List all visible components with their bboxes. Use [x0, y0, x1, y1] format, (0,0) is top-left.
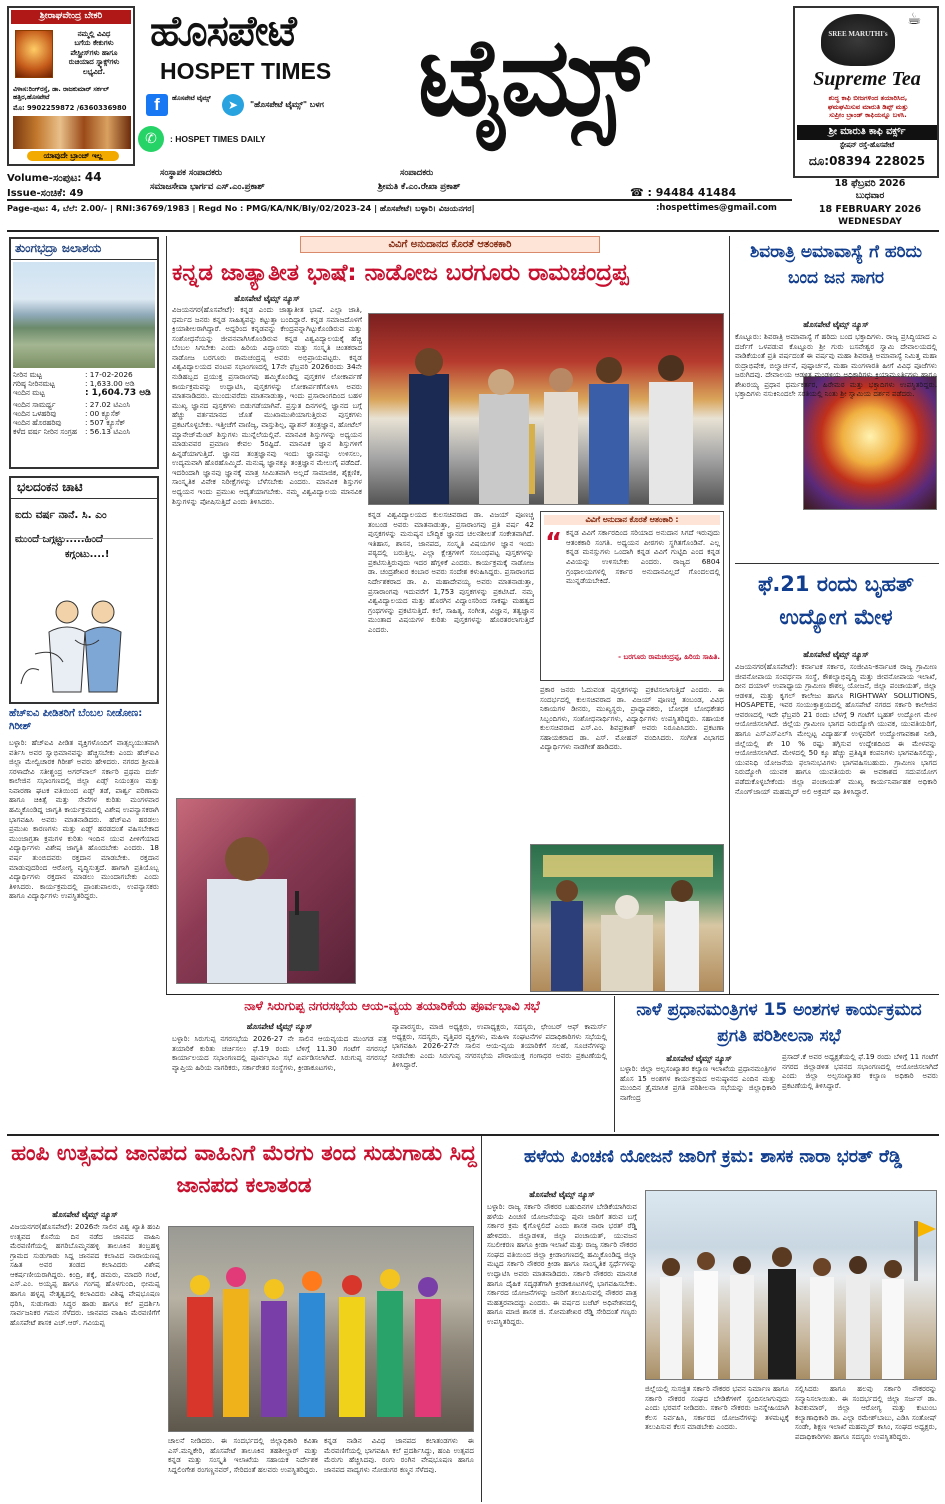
cartoon-header: ಭಲದಂಕನ ಚಾಟಿ — [11, 478, 157, 499]
lead-quote-attrib: - ಬರಗೂರು ರಾಮಚಂದ್ರಪ್ಪ, ಹಿರಿಯ ಸಾಹಿತಿ. — [618, 653, 720, 662]
cakes-image — [13, 116, 131, 149]
hampi-byline: ಹೊಸಪೇಟೆ ಟೈಮ್ಸ್ ನ್ಯೂಸ್ — [52, 1210, 118, 1219]
dam-label: ಇಂದಿನ ಮಟ್ಟ — [13, 388, 45, 398]
tea-badge — [821, 14, 895, 66]
masthead-kannada-left: ಹೊಸಪೇಟೆ — [150, 6, 296, 55]
tea-phone: ದೂ:08394 228025 — [808, 154, 926, 168]
cartoon-line-2: ಮುಂದೆ ಒಗ್ಗಟ್ಟು.....ಹಿಂದೆ — [15, 533, 103, 545]
dam-value: : 00 ಕ್ಯೂಸೆಕ್ — [84, 408, 121, 418]
siruguppa-body-2: ವ್ಯಾಪಾರಸ್ಥರು, ಮಾಜಿ ಅಧ್ಯಕ್ಷರು, ಉಪಾಧ್ಯಕ್ಷರು, ಸದಸ್ಯರು, ಛೇಂಬರ್ ಆಫ್ ಕಾಮರ್ಸ್ ಅಧ್ಯಕ್ಷರು, ಸದಸ್ಯರು, ವೃತ್ತಿಪರ ವ್ಯಕ್ತಿಗಳು, ಮಹಿಳಾ ಸಂಘಟನೆಗಳ ಪದಾಧಿಕಾರಿಗಳು ಸಭೆಯಲ್ಲಿ ಭಾಗವಹಿಸಿ 2026-27ನೇ ಸಾಲಿನ ಆಯ-ವ್ಯಯ ತಯಾರಿಕೆಗೆ ಸಲಹೆ, ಸೂಚನೆಗಳನ್ನು ನೀಡಬೇಕು ಎಂದು ಸಿರುಗುಪ್ಪ ನಗರಸಭೆಯ ಪೌರಾಯುಕ್ತ ಗಂಗಾಧರ ಅವರು ಪ್ರಕಟಣೆಯಲ್ಲಿ ತಿಳಿಸಿದ್ದಾರೆ. — [392, 1022, 607, 1070]
tea-works: ಶ್ರೀ ಮಾರುತಿ ಕಾಫಿ ವರ್ಕ್ಸ್ — [797, 125, 937, 140]
tea-line: ಸುಪ್ರೀಂ ಬ್ರಾಂಡ್ ಕಾಫಿಯನ್ನೂ ಬಳಸಿ. — [829, 111, 907, 120]
pm-program-byline: ಹೊಸಪೇಟೆ ಟೈಮ್ಸ್ ನ್ಯೂಸ್ — [666, 1054, 732, 1063]
dam-value: : 507 ಕ್ಯೂಸೆಕ್ — [84, 418, 126, 428]
dam-title: ತುಂಗಭದ್ರಾ ಜಲಾಶಯ — [11, 239, 157, 260]
dam-photo — [13, 262, 155, 368]
hiv-body: ಬಳ್ಳಾರಿ: ಹೆಚ್‌ಐವಿ ಪೀಡಿತ ವ್ಯಕ್ತಿಗಳೊಂದಿಗೆ ವಾತ್ಸಲ್ಯಯುತವಾಗಿ ವರ್ತಿಸಿ ಅವರ ಸ್ವಾಭಿಮಾನವನ್ನು ಹೆಚ್ಚಿಸಬೇಕು ಎಂದು ಹೆಚ್‌ಐವಿ ಜಿಲ್ಲಾ ಮೇಲ್ವಿಚಾರಕ ಗಿರೀಶ್ ಅವರು ಹೇಳಿದರು. ನಗರದ ಶ್ರೀಮತಿ ಸರಳಾದೇವಿ ಸತೀಶ್ಚಂದ್ರ ಅಗರ್‌ವಾಲ್ ಸರ್ಕಾರಿ ಪ್ರಥಮ ದರ್ಜೆ ಕಾಲೇಜಿನ ಸಭಾಂಗಣದಲ್ಲಿ ಜಿಲ್ಲಾ ಏಡ್ಸ್ ನಿಯಂತ್ರಣ ಮತ್ತು ನಿವಾರಣಾ ಘಟಕ ವತಿಯಿಂದ ಏಡ್ಸ್ ತಡೆ, ಪಾರ್ಶ್ವ ಪರಿಣಾಮ ಹಾಗೂ ಚಿಕಿತ್ಸೆ ಮತ್ತು ಸೇವೆಗಳ ಕುರಿತು ಮಂಗಳವಾರ ಹಮ್ಮಿಕೊಂಡಿದ್ದ ಜಾಗೃತಿ ಕಾರ್ಯಕ್ರಮದಲ್ಲಿ ವಿಶೇಷ ಉಪನ್ಯಾಸಕರಾಗಿ ಭಾಗವಹಿಸಿ ಅವರು ಮಾತನಾಡಿದರು. ಹೆಚ್‌ಐವಿ ಹರಡಲು ಪ್ರಮುಖ ಕಾರಣಗಳು ಮತ್ತು ಏಡ್ಸ್ ಹರಡದಂತೆ ವಹಿಸಬೇಕಾದ ಮುಂಜಾಗ್ರತಾ ಕ್ರಮಗಳ ಕುರಿತು ಇಂದಿನ ಯುವ ಪೀಳಿಗೆಯಾದ ವಿದ್ಯಾರ್ಥಿಗಳು ವಿಶೇಷ ಜಾಗೃತಿ ಹೊಂದಬೇಕು ಎಂದರು. 18 ವರ್ಷ ತುಂಬಿದವರು ರಕ್ತದಾನ ಮಾಡಬೇಕು. ರಕ್ತದಾನ ಮಾಡುವುದರಿಂದ ಆರೋಗ್ಯ ವೃದ್ಧಿಸುತ್ತದೆ. ಹಾಗಾಗಿ ಪ್ರತಿಯೊಬ್ಬ ವಿದ್ಯಾರ್ಥಿಗಳು ರಕ್ತದಾನ ಮಾಡಲು ಮುಂದಾಗಬೇಕು ಎಂದು ತಿಳಿಸಿದರು. ಕಾರ್ಯಕ್ರಮದಲ್ಲಿ ಪ್ರಾಂಶುಪಾಲರು, ಉಪನ್ಯಾಸಕರು ಹಾಗೂ ವಿದ್ಯಾರ್ಥಿಗಳು ಉಪಸ್ಥಿತರಿದ್ದರು. — [9, 738, 159, 901]
facebook-label: ಹೊಸಪೇಟೆ ಟೈಮ್ಸ್ — [172, 94, 211, 102]
dam-label: ಇಂದಿನ ಹೊರಹರಿವು — [13, 418, 62, 428]
dam-value: : 1,633.00 ಅಡಿ — [84, 379, 135, 389]
issue-label: Issue-ಸಂಚಿಕೆ: — [7, 188, 67, 199]
dam-value: : 27.02 ಟಿಎಂಸಿ — [84, 399, 131, 409]
dam-row — [11, 409, 157, 418]
dam-label: ಇಂದಿನ ಸಾಮರ್ಥ್ಯ — [13, 399, 56, 409]
facebook-icon[interactable]: f — [146, 94, 168, 116]
tea-line: ಶುದ್ಧ ಕಾಫಿ ಬೀಜಗಳಿಂದ ತಯಾರಿಸಿದ, — [828, 94, 908, 102]
pension-body-2: ಸಲ್ಲಿಸಿದರು ಹಾಗೂ ಹಲವು ಸರ್ಕಾರಿ ನೌಕರರನ್ನು ಸನ್ಮಾನಿಸಲಾಯಿತು. ಈ ಸಂದರ್ಭದಲ್ಲಿ ಜಿಲ್ಲಾ ಸರ್ಜನ್ ಡಾ. ಶಿವಕುಮಾರ್, ಜಿಲ್ಲಾ ಆರೋಗ್ಯ ಮತ್ತು ಕುಟುಂಬ ಕಲ್ಯಾಣಾಧಿಕಾರಿ ಡಾ. ಎಲ್ಲಾ ರಮೇಶ್‌ಬಾಬು, ಎಡಿಸಿ ಸಂತೋಷ್ ಸಂಡೇ, ಶಿಕ್ಷಣ ಇಲಾಖೆ ಮಹಮ್ಮದ್ ಕಾಸಿಂ, ಸಂಘದ ಅಧ್ಯಕ್ಷರು, ಪದಾಧಿಕಾರಿಗಳು ಹಾಗೂ ಸದಸ್ಯರು ಉಪಸ್ಥಿತರಿದ್ದರು. — [795, 1384, 937, 1441]
whatsapp-label: : HOSPET TIMES DAILY — [170, 134, 266, 144]
whatsapp-icon[interactable]: ✆ — [138, 126, 164, 152]
cartoon-box — [9, 476, 159, 704]
lead-quote-text: ಕನ್ನಡ ವಿವಿಗೆ ಸರ್ಕಾರದಿಂದ ಸರಿಯಾದ ಅನುದಾನ ಸಿಗದೆ ಇರುವುದು ಆತಂಕಕಾರಿ ಸಂಗತಿ. ಅಧ್ಯಯನ ಪೀಠಗಳು ಸ್ಥಗಿತಗೊಂಡಿವೆ. ಎಲ್ಲ ಕನ್ನಡ ಮನಸ್ಸುಗಳು ಒಂದಾಗಿ ಕನ್ನಡ ವಿವಿಗೆ ಗುಟ್ಟಿದಿ ಎಂದ ಕನ್ನಡ ವಿವಿಯನ್ನು ಉಳಿಸಬೇಕು ಎಂದರು. ರಾಜ್ಯದ 6804 ಗ್ರಂಥಾಲಯಗಳಲ್ಲಿ ಸರ್ಕಾರ ಅನುದಾನವಿಲ್ಲದೆ ಗೊಂದಲದಲ್ಲಿ ಮುನ್ನಡೆಯಬೇಕಿದೆ. — [566, 528, 720, 586]
lead-body-3: ಪ್ರಕಾರ ಜನರು ಓದುವಂತ ಪುಸ್ತಕಗಳನ್ನು ಪ್ರಕಟಿಸಲಾಗುತ್ತಿದೆ ಎಂದರು. ಈ ಸಂದರ್ಭದಲ್ಲಿ ಕುಲಸಚಿವರಾದ ಡಾ. ವಿಜಯ್ ಪೂಣಚ್ಚ ತಂಬಂಡ, ವಿವಿಧ ನಿಕಾಯಗಳ ಡೀನರು, ಮುಖ್ಯಸ್ಥರು, ಪ್ರಾಧ್ಯಾಪಕರು, ಬೋಧಕ ಬೋಧಕೇತರ ಸಿಬ್ಬಂದಿಗಳು, ಸಂಶೋಧನಾರ್ಥಿಗಳು, ವಿದ್ಯಾರ್ಥಿಗಳು ಉಪಸ್ಥಿತರಿದ್ದರು. ಸಹಾಯಕ ಕುಲಸಚಿವರಾದ ಎಸ್.ಎಂ. ಶಿವಪ್ರಕಾಶ್ ಅವರು ನಿರೂಪಿಸಿದರು. ಪ್ರಕಟಣಾ ಸಹಾಯಕರಾದ ಡಾ. ಎಸ್. ಮೋಹನ್ ವಂದಿಸಿದರು. ಸಂಗೀತ ವಿಭಾಗದ ವಿದ್ಯಾರ್ಥಿಗಳು ನಾಡಗೀತೆ ಹಾಡಿದರು. — [540, 685, 724, 752]
dam-label: ನೀರಿನ ಮಟ್ಟ — [13, 369, 42, 379]
ad-line: ಬಗೆಯ ಕೇಕುಗಳು — [74, 39, 114, 48]
lead-body-2: ಕನ್ನಡ ವಿಶ್ವವಿದ್ಯಾಲಯದ ಕುಲಸಚಿವರಾದ ಡಾ. ವಿಜಯ್ ಪೂಣಚ್ಚ ತಂಬಂಡ ಅವರು ಮಾತನಾಡುತ್ತಾ, ಪ್ರಸಾರಾಂಗವು ಪ್ರತಿ ವರ್ಷ 42 ಪುಸ್ತಕಗಳನ್ನು ಮನುಷ್ಯನ ಬೌದ್ಧಿಕ ಜ್ಞಾನದ ಚಲನಶೀಲತೆ ಸಂಕೇತವಾಗಿದೆ. ಇತಿಹಾಸ, ಶಾಸನ, ಜಾನಪದ, ಸಂಸ್ಕೃತಿ ವಿಷಯಗಳ ಜ್ಞಾನ ಇಂದು ಪಠ್ಯದಲ್ಲಿ ಬರುತ್ತಿಲ್ಲ. ಎಲ್ಲಾ ಕ್ಷೇತ್ರಗಳಿಗೆ ಸಂಬಂಧಪಟ್ಟ ಪುಸ್ತಕಗಳನ್ನು ಪ್ರಕಟಿಸುತ್ತಿರುವುದು ಇದರ ಹೆಗ್ಗಳಿಕೆ ಎಂದರು. ಕಾರ್ಯಕ್ರಮಕ್ಕೆ ನಾಡೋಜ ಡಾ. ಚಂದ್ರಶೇಖರ ಕಂಬಾರ ಅವರು ಸಂದೇಶ ಕಳುಹಿಸಿದ್ದರು. ಪ್ರಸಾರಾಂಗದ ನಿರ್ದೇಶಕರಾದ ಡಾ. ಪಿ. ಮಹಾದೇವಯ್ಯ ಅವರು ಮಾತನಾಡುತ್ತಾ, ಪ್ರಸಾರಾಂಗವು ಇದುವರೆಗೆ 1,753 ಪುಸ್ತಕಗಳನ್ನು ಪ್ರಕಟಿಸಿದೆ. ನಮ್ಮ ವಿಶ್ವವಿದ್ಯಾಲಯದ ಮತ್ತು ಹೊರಗಿನ ವಿದ್ವಾಂಸರಿಂದ ಸಾಕಷ್ಟು ಮಹತ್ವದ ಗ್ರಂಥಗಳನ್ನು ಪ್ರಕಟಿಸುತ್ತಿದೆ. ಕಲೆ, ಸಾಹಿತ್ಯ, ಸಂಗೀತ, ವಿಜ್ಞಾನ, ತತ್ವಜ್ಞಾನ ಮುಂತಾದ ವಿಷಯಗಳ ಕುರಿತು ಪುಸ್ತಕಗಳನ್ನು ಹೊರತರಲಾಗುತ್ತಿದೆ ಎಂದರು. — [368, 510, 534, 634]
ad-line: ಪೇಸ್ಟ್ರೀಸ್‌ಗಳು ಹಾಗೂ — [70, 48, 118, 57]
founder-label: ಸಂಸ್ಥಾಪಕ ಸಂಪಾದಕರು — [160, 168, 223, 178]
left-ad-title: ಶ್ರೀರಾಘವೇಂದ್ರ ಬೇಕರಿ — [11, 10, 131, 24]
hampi-headline: ಹಂಪಿ ಉತ್ಸವದ ಜಾನಪದ ವಾಹಿನಿಗೆ ಮೆರಗು ತಂದ ಸುಡುಗಾಡು ಸಿದ್ದ ಜಾನಪದ ಕಲಾತಂಡ — [11, 1141, 477, 1199]
right-ad[interactable] — [793, 6, 939, 178]
cartoon-drawing — [15, 592, 155, 700]
job-fair-body: ವಿಜಯನಗರ(ಹೊಸಪೇಟೆ): ಕರ್ನಾಟಕ ಸರ್ಕಾರ, ಸಂಜೀವಿನಿ-ಕರ್ನಾಟಕ ರಾಜ್ಯ ಗ್ರಾಮೀಣ ಜೀವನೋಪಾಯ ಸಂವರ್ಧನಾ ಸಂಸ್ಥೆ, ಕೌಶಲ್ಯಾಭಿವೃದ್ಧಿ ಮತ್ತು ಜೀವನೋಪಾಯ ಇಲಾಖೆ, ದೀನ ದಯಾಳ್ ಉಪಾಧ್ಯಾಯ ಗ್ರಾಮೀಣ ಕೌಶಲ್ಯ ಯೋಜನೆ, ಜಿಲ್ಲಾ ಪಂಚಾಯತ್, ಜಿಲ್ಲಾ ಆಡಳಿತ, ಮತ್ತು ಕೃಗಲ್ ಕಾಲೇಜು ಹಾಗೂ RIGHTWAY SOLUTIONS, HOSAPETE, ಇವರ ಸಂಯುಕ್ತಾಶ್ರಯದಲ್ಲಿ ಹೊಸಪೇಟೆ ನಗರದ ಸರ್ಕಾರಿ ಕಾಲೇಜಿನ ಆವರಣದಲ್ಲಿ ಇದೇ ಫೆಬ್ರವರಿ 21 ರಂದು ಬೆಳಗ್ಗೆ 9 ಗಂಟೆಗೆ ಬೃಹತ್ ಉದ್ಯೋಗ ಮೇಳ ಆಯೋಜಿಸಲಾಗಿದೆ. ಜಿಲ್ಲೆಯ ಗ್ರಾಮೀಣ ಭಾಗದ ನಿರುದ್ಯೋಗಿ ಯುವಕ, ಯುವತಿಯರಿಗೆ, ಹಾಗೂ ಎಸ್‌ಎಸ್‌ಎಲ್‌ಸಿ ಮೇಲ್ಪಟ್ಟ ವಿದ್ಯಾರ್ಹತೆ ಉಳ್ಳವರಿಗೆ ಉದ್ಯೋಗಾವಕಾಶ ನೀಡಿ, ಜಿಲ್ಲೆಯಲ್ಲಿ ಶೇ 10 % ರಷ್ಟು ತಗ್ಗಿಸುವ ಉದ್ದೇಶದಿಂದ ಈ ಮೇಳವನ್ನು ಆಯೋಜಿಸಲಾಗಿದೆ. ಮೇಳದಲ್ಲಿ 50 ಕ್ಕೂ ಹೆಚ್ಚು ಪ್ರತಿಷ್ಠಿತ ಕಂಪನಿಗಳು ಭಾಗವಹಿಸಲಿದ್ದು, ಯುವನಿಧಿ ಯೋಜನೆಯ ಫಲಾನುಭವಿಗಳು ಭಾಗವಹಿಸಬಹುದು. ಗ್ರಾಮೀಣ ಭಾಗದ ನಿರುದ್ಯೋಗಿ ಯುವಕ ಹಾಗೂ ಯುವತಿಯರು ಈ ಅವಕಾಶದ ಸದುಪಯೋಗ ಪಡೆದುಕೊಳ್ಳಬೇಕೆಂದು ಜಿಲ್ಲಾ ಪಂಚಾಯತ್ ಮುಖ್ಯ ಕಾರ್ಯನಿರ್ವಾಹಕ ಅಧಿಕಾರಿ ನೊಂಗ್‌ಜಾಯ್ ಮಹಮ್ಮದ್ ಅಲಿ ಅಕ್ರಮ್ ಷಾ ತಿಳಿಸಿದ್ದಾರೆ. — [735, 662, 937, 796]
cartoon-line-1: ಐದು ವರ್ಷ ನಾನೆ. ಸಿ. ಎಂ — [15, 508, 107, 521]
siruguppa-body-1: ಬಳ್ಳಾರಿ: ಸಿರುಗುಪ್ಪ ನಗರಸಭೆಯ 2026-27 ನೇ ಸಾಲಿನ ಆಯವ್ಯಯದ ಮುಂಗಡ ಪತ್ರ ತಯಾರಿಕೆ ಕುರಿತು ಚರ್ಚಿಸಲು ಫೆ.19 ರಂದು ಬೆಳಿಗ್ಗೆ 11.30 ಗಂಟೆಗೆ ನಗರಸಭೆ ಕಾರ್ಯಾಲಯದ ಸಭಾಂಗಣದಲ್ಲಿ ಪೂರ್ವಭಾವಿ ಸಭೆ ಏರ್ಪಡಿಸಲಾಗಿದೆ. ಸಿರುಗುಪ್ಪ ನಗರಸಭೆ ವ್ಯಾಪ್ತಿಯ ಹಿರಿಯ ನಾಗರಿಕರು, ಸರ್ಕಾರೇತರ ಸಂಸ್ಥೆಗಳು, ಕ್ರೀಡಾಕೂಟಗಳು, — [172, 1034, 387, 1072]
ad-footer: ಯಾವುದೇ ಬ್ರಾಂಚ್ ಇಲ್ಲ — [27, 151, 119, 161]
cartoon-line-3: ಕಗ್ಗಂಟು....! — [65, 548, 110, 560]
dam-label: ಕಳೆದ ವರ್ಷ ನೀರಿನ ಸಂಗ್ರಹ — [13, 427, 77, 437]
pension-byline: ಹೊಸಪೇಟೆ ಟೈಮ್ಸ್ ನ್ಯೂಸ್ — [529, 1190, 595, 1199]
dam-box — [9, 237, 159, 469]
hampi-body-1: ವಿಜಯನಗರ(ಹೊಸಪೇಟೆ): 2026ನೇ ಸಾಲಿನ ವಿಶ್ವ ಖ್ಯಾತಿ ಹಂಪಿ ಉತ್ಸವದ ಕೊನೆಯ ದಿನ ನಡೆದ ಜಾನಪದ ವಾಹಿನಿ ಮೆರವಣಿಗೆಯಲ್ಲಿ ಹಗರಿಬೊಮ್ಮನಹಳ್ಳಿ ತಾಲೂಕಿನ ತಂಬ್ರಹಳ್ಳಿ ಗ್ರಾಮದ ಸುಡುಗಾಡು ಸಿದ್ದ ಜಾನಪದ ಕಲಾವಿದ ನಾರಾಯಣಪ್ಪ ಸಹಿತ ಅವರ ತಂಡದ ಕಲಾವಿದರು ವಿಶೇಷ ಆಕರ್ಷಣೀಯರಾಗಿದ್ದರು. ಕಿಂದ್ರಿ, ಶಕ್ಕೆ, ಡಮರು, ಮಾದರಿ ಗಂಟೆ, ಎಸ್.ಎಂ. ಅಯ್ಯಪ್ಪ ಹಾಗೂ ಗಂಗಪ್ಪ ಹೊಳಗುಂದಿ, ಭೀಮಪ್ಪ ಹಾಗೂ ಹಳ್ಳಪ್ಪ ನೇತೃತ್ವದಲ್ಲಿ ಕಲಾವಿದರು ವಿಶಿಷ್ಟ ವೇಷಭೂಷಣ ಧರಿಸಿ, ಸುಡುಗಾಡು ಸಿದ್ಧರ ಹಾಡು ಹಾಗೂ ಕಲೆ ಪ್ರದರ್ಶಿಸಿ ಸಾರ್ವಜನಿಕರ ಗಮನ ಸೆಳೆದರು. ಜಾನಪದ ವಾಹಿನಿ ಮೆರವಣಿಗೆಗೆ ಹೊಸಪೇಟೆ ಶಾಸಕ ಎಚ್.ಆರ್. ಗವಿಯಪ್ಪ — [10, 1222, 160, 1327]
pension-headline: ಹಳೆಯ ಪಿಂಚಣಿ ಯೋಜನೆ ಜಾರಿಗೆ ಕ್ರಮ: ಶಾಸಕ ನಾರಾ ಭರತ್ ರೆಡ್ಡಿ — [524, 1147, 902, 1167]
tea-line: ಘಮಘಮಿಸುವ ಮಾರುತಿ ಡಿಪ್ಪ್ ಮತ್ತು — [827, 102, 909, 111]
pm-program-body-2: ಪ್ರಸಾದ್.ಕೆ ಅವರ ಅಧ್ಯಕ್ಷತೆಯಲ್ಲಿ ಫೆ.19 ರಂದು ಬೆಳಿಗ್ಗೆ 11 ಗಂಟೆಗೆ ನಗರದ ಜಿಲ್ಲಾಡಳಿತ ಭವನದ ಸಭಾಂಗಣದಲ್ಲಿ ಆಯೋಜಿಸಲಾಗಿದೆ ಎಂದು ಜಿಲ್ಲಾ ಅಲ್ಪಸಂಖ್ಯಾತರ ಕಲ್ಯಾಣ ಅಧಿಕಾರಿ ಅವರು ಪ್ರಕಟಣೆಯಲ್ಲಿ ತಿಳಿಸಿದ್ದಾರೆ. — [782, 1052, 938, 1090]
telegram-icon[interactable]: ➤ — [222, 94, 244, 116]
lead-photo-speaker — [176, 798, 356, 984]
dam-label: ಗರಿಷ್ಠ ನೀರಿನಮಟ್ಟ — [13, 379, 55, 389]
tea-brand: Supreme Tea — [813, 68, 921, 90]
lead-byline: ಹೊಸಪೇಟೆ ಟೈಮ್ಸ್ ನ್ಯೂಸ್ — [234, 294, 300, 303]
tea-station: ಸ್ಟೇಷನ್ ರಸ್ತೆ-ಹೊಸಪೇಟೆ — [839, 141, 895, 149]
ad-phone: ಮೊ: 9902259872 /6360336980 — [13, 104, 127, 112]
lead-photo-felicitation — [530, 844, 724, 992]
shivaratri-byline: ಹೊಸಪೇಟೆ ಟೈಮ್ಸ್ ನ್ಯೂಸ್ — [803, 320, 869, 329]
volume-number: 44 — [84, 170, 102, 184]
job-fair-byline: ಹೊಸಪೇಟೆ ಟೈಮ್ಸ್ ನ್ಯೂಸ್ — [803, 650, 869, 659]
day-english: WEDNESDAY — [838, 217, 902, 227]
siruguppa-headline: ನಾಳೆ ಸಿರುಗುಪ್ಪ ನಗರಸಭೆಯ ಆಯ-ವ್ಯಯ ತಯಾರಿಕೆಯ ಪೂರ್ವಭಾವಿ ಸಭೆ — [244, 998, 540, 1013]
dam-row — [11, 400, 157, 409]
registration-line: Page-ಪುಟ: 4, ಬೆಲೆ: 2.00/- | RNI:36769/1983 | Regd No : PMG/KA/NK/Bly/02/2023-24 | ಹೊಸಪೇಟೆ। ಬಳ್ಳಾರಿ। ವಿಜಯನಗರ| — [7, 203, 475, 213]
dam-row — [11, 388, 157, 399]
dam-value: : 56.13 ಟಿಎಂಸಿ — [84, 427, 131, 437]
job-fair-headline: ಫೆ.21 ರಂದು ಬೃಹತ್ ಉದ್ಯೋಗ ಮೇಳ — [758, 572, 914, 629]
masthead-big-title: ಟೈಮ್ಸ್ — [418, 15, 645, 140]
lead-body-1: ವಿಜಯನಗರ(ಹೊಸಪೇಟೆ): ಕನ್ನಡ ಎಂದು ಜಾತ್ಯಾತೀತ ಭಾಷೆ. ಎಲ್ಲಾ ಜಾತಿ, ಧರ್ಮದ ಜನರು ಕನ್ನಡ ಸಾಹಿತ್ಯವನ್ನು ಕಟ್ಟುತ್ತಾ ಬಂದಿದ್ದಾರೆ. ಕನ್ನಡ ಸಮಾಜದೊಳಗೆ ಕ್ರಿಯಾಶೀಲರಾಗಿದ್ದಾರೆ. ಅದ್ದರಿಂದ ಕನ್ನಡವನ್ನು ಕೇಂದ್ರವನ್ನಾಗಿಟ್ಟುಕೊಂಡಿರುವ ಮತ್ತು ಸಂಶೋಧನೆಯನ್ನು ಜೀವನವಾಗಿಸಿಕೊಂಡಿರುವ ಕನ್ನಡ ವಿಶ್ವವಿದ್ಯಾಲಯಕ್ಕೆ ಹೆಚ್ಚಿ ಬೆಂಬಲ ಸಿಗಬೇಕು ಎಂದು ಹಿರಿಯ ವಿದ್ವಾಂಸರು ಮತ್ತು ಸಂಸ್ಕೃತಿ ಚಿಂತಕರಾದ ನಾಡೋಜ ಬರಗೂರು ರಾಮಚಂದ್ರಪ್ಪ ಅವರು ಅಭಿಪ್ರಾಯಪಟ್ಟರು. ಕನ್ನಡ ವಿಶ್ವವಿದ್ಯಾಲಯದ ವಂಟಪ ಸಭಾಂಗಣದಲ್ಲಿ 17ನೇ ಫೆಬ್ರವರಿ 2026ರಂದು 34ನೇ ನುಡಿಹಬ್ಬದ ಪ್ರಯುಕ್ತ ಪ್ರಸಾರಾಂಗವು ಹಮ್ಮಿಕೊಂಡಿದ್ದ ಪುಸ್ತಕಗಳ ಲೋಕಾರ್ಪಣೆ ಕಾರ್ಯಕ್ರಮವನ್ನು ಉದ್ಘಾಟಿಸಿ, ಪುಸ್ತಕಗಳನ್ನು ಲೋಕಾರ್ಪಣೆಗೊಳಿಸಿ ಅವರು ಮಾತನಾಡಿದರು. ಮುಂದುವರೆದು ಮಾತನಾಡುತ್ತಾ, ಇಂದು ಪ್ರಸಾರಾಂಗದಿಂದ ಬಹಳ ಮುಖ್ಯ ಜ್ಞಾನದ ಪುಸ್ತಕಗಳು ಬಿಡುಗಡೆಯಾಗಿವೆ. ಪ್ರಸ್ತುತ ದಿನಗಳಲ್ಲಿ ಜ್ಞಾನದ ಬಗ್ಗೆ ಹೆಚ್ಚು ವರ್ತಮಾನದ ಜೊತೆ ಮುಖಾಮುಖಿಯಾಗುತ್ತಿರುವ ಪುಸ್ತಕಗಳು ಪ್ರಕಟಗೊಳ್ಳಬೇಕು. ಇತ್ತೀಚೆಗೆ ವಾಣಿಜ್ಯ, ವಾಸ್ತುಶಿಲ್ಪ, ಫ್ಯಾಶನ್ ತಂತ್ರಜ್ಞಾನ, ಹೋಟೆಲ್ ಮ್ಯಾನೇಜ್‌ಮೆಂಟ್ ಶಿಸ್ತುಗಳು ಮುನ್ನೆಲೆಯಲ್ಲಿವೆ. ಮಾನವಿಕ ಶಿಸ್ತುಗಳನ್ನು ಅಧ್ಯಯನ ಮಾಡುವವರ ಪ್ರಮಾಣ ಕೇವಲ 5ರಷ್ಟಿದೆ. ಮಾನವಿಕ ಜ್ಞಾನ ಶಿಸ್ತುಗಳಿಗೆ ಹಿನ್ನಡೆಯಾಗುತ್ತಿದೆ. ಜ್ಞಾನದ ತಂತ್ರಜ್ಞಾನವು ಇಂದು ಜ್ಞಾನವನ್ನು ಉಳಿಸಲು, ಉದ್ಯಮವಾಗಿ ಹೊರಹೊಮ್ಮಿದೆ. ಮನುಷ್ಯ ಜ್ಞಾನಕ್ಕೂ ತಂತ್ರಜ್ಞಾನ ಮೇಲುಗೈ ಪಡೆದಿದೆ. ಇದರಿಂದಾಗಿ ಜ್ಞಾನವು ಜ್ಞಾನಕ್ಕೆ ಮಾತ್ರ ಸೀಮಿತವಾಗಿ ಅಲ್ಲದೆ ಸಾಮಾಜಿಕ, ಶೈಕ್ಷಣಿಕ, ಸಾಂಸ್ಕೃತಿಕ ವಿವೇಕ ನಿರೀಕ್ಷೆಗಳನ್ನು ಬೆಳೆಸಬೇಕು ಎಂದರು. ಮಾನವಿಕ ಶಿಸ್ತುಗಳ ಅಧ್ಯಯನ ಇಂದು ಪ್ರಮುಖ ಆದ್ಯತೆಯಾಗಬೇಕು. ನಮ್ಮ ವಿಶ್ವವಿದ್ಯಾಲಯ ಮಾನವಿಕ ಶಿಸ್ತುಗಳನ್ನು ಪೋಷಿಸುತ್ತಿದೆ ಎಂದು ತಿಳಿಸಿದರು. — [172, 305, 362, 506]
dam-value: : 1,604.73 ಅಡಿ — [84, 388, 151, 399]
masthead-english: HOSPET TIMES — [160, 58, 332, 84]
volume-label: Volume-ಸಂಪುಟ: — [7, 173, 82, 184]
tea-brand-top: SREE MARUTHI's — [828, 30, 888, 38]
deity-image — [15, 30, 53, 78]
tea-cup-icon: ☕ — [907, 9, 922, 28]
editor-label: ಸಂಪಾದಕರು — [400, 168, 434, 178]
lead-photo-lamp-lighting — [368, 313, 724, 505]
ad-line: ರುಚಿಯಾದ ಸ್ನ್ಯಾಕ್ಸ್‌ಗಳು ಲಭ್ಯವಿದೆ. — [68, 58, 120, 76]
founder-name: ಸಮಾಜಸೇವಾ ಭಾರ್ಗವ ಎಸ್.ಎಂ.ಪ್ರಕಾಶ್ — [150, 182, 265, 192]
phone-number: ☎ : 94484 41484 — [630, 186, 737, 199]
quote-mark-icon: “ — [545, 528, 563, 558]
shivaratri-body: ಕೊಟ್ಟೂರು: ಶಿವರಾತ್ರಿ ಅಮಾವಾಸ್ಯೆ ಗೆ ಹರಿದು ಬಂದ ಭಕ್ತಾದಿಗಳು. ರಾಜ್ಯ ಪ್ರಸಿದ್ಧಿಯಾದ ಎ ದರ್ಜೆಗೆ ಒಳಪಡುವ ಕೊಟ್ಟೂರು ಶ್ರೀ ಗುರು ಬಸವೇಶ್ವರ ಸ್ವಾಮಿ ದೇವಾಲಯದಲ್ಲಿ ವಾಡಿಕೆಯಂತೆ ಪ್ರತಿ ವರ್ಷದಂತೆ ಈ ವರ್ಷವು ಮಹಾ ಶಿವರಾತ್ರಿ ಅಮಾವಾಸ್ಯೆ ನಿಮಿತ್ತ ಮಹಾ ರುದ್ರಾಭಿಷೇಕ, ಬಿಲ್ವಾರ್ಚನೆ, ಪುಷ್ಪಾರ್ಚನೆ, ಮಹಾ ಮಂಗಳಾರತಿ ಹೀಗೆ ವಿವಿಧ ಪೂಜೆಗಳು ಜರುಗಿದವು. ದೇವಾಲಯ ಆಡಳಿತ ಮಂಡಳಿಯ ಅಧಿಕಾರಿಗಳು ಕ್ರಿಯಾಮೂರ್ತಿಗಳು ಹಾಗೂ ಶೇಖರಯ್ಯ ಪ್ರಧಾನ ಧರ್ಮಕರ್ತರ, ಹಿರೇಮಠ ಮತ್ತು ಭಕ್ತಾದಿಗಳು ಉಪಸ್ಥಿತರಿದ್ದರು. ಭಕ್ತಾದಿಗಳು ನಸುಕಿನಿಂದಲೇ ಸರತಿಯಲ್ಲಿ ನಿಂತು ಶ್ರೀ ಸ್ವಾಮಿಯ ದರ್ಶನ ಪಡೆದರು. — [735, 332, 937, 399]
dam-row — [11, 418, 157, 427]
lead-headline: ಕನ್ನಡ ಜಾತ್ಯಾತೀತ ಭಾಷೆ: ನಾಡೋಜ ಬರಗೂರು ರಾಮಚಂದ್ರಪ್ಪ — [172, 260, 629, 286]
date-english: 18 FEBRUARY 2026 — [818, 204, 922, 215]
shivaratri-headline: ಶಿವರಾತ್ರಿ ಅಮಾವಾಸ್ಯೆ ಗೆ ಹರಿದು ಬಂದ ಜನ ಸಾಗರ — [749, 242, 923, 288]
hampi-body-3: ಕನ್ನಡ ನಾಡಿನ ವಿವಿಧ ಜಾನಪದ ಕಲಾತಂಡಗಳು ಈ ಮೆರವಣಿಗೆಯಲ್ಲಿ ಭಾಗವಹಿಸಿ ಕಲೆ ಪ್ರದರ್ಶಿಸಿದ್ದು, ಹಂಪಿ ಉತ್ಸವದ ಮೆರುಗು ಹೆಚ್ಚಿಸಿದವು. ರಂಗು ರಂಗಿನ ವೇಷಭೂಷಣ ಹಾಗೂ ಜಾನಪದ ವಾದ್ಯಗಳು ನೋಡುಗರ ಕಣ್ಮನ ಸೆಳೆದವು. — [324, 1436, 474, 1474]
siruguppa-byline: ಹೊಸಪೇಟೆ ಟೈಮ್ಸ್ ನ್ಯೂಸ್ — [246, 1022, 313, 1031]
pension-body-1: ಬಳ್ಳಾರಿ: ರಾಜ್ಯ ಸರ್ಕಾರಿ ನೌಕರರ ಬಹುದಿನಗಳ ಬೇಡಿಕೆಯಾಗಿರುವ ಹಳೆಯ ಪಿಂಚಣಿ ಯೋಜನೆಯನ್ನು ಪುನಃ ಜಾರಿಗೆ ತರುವ ಬಗ್ಗೆ ಸರ್ಕಾರ ಕ್ರಮ ಕೈಗೊಳ್ಳಲಿದೆ ಎಂದು ಶಾಸಕ ನಾರಾ ಭರತ್ ರೆಡ್ಡಿ ಹೇಳಿದರು. ಜಿಲ್ಲಾಡಳಿತ, ಜಿಲ್ಲಾ ಪಂಚಾಯತ್, ಯುವಜನ ಸಬಲೀಕರಣ ಹಾಗೂ ಕ್ರೀಡಾ ಇಲಾಖೆ ಮತ್ತು ರಾಜ್ಯ ಸರ್ಕಾರಿ ನೌಕರರ ಸಂಘದ ವತಿಯಿಂದ ಜಿಲ್ಲಾ ಕ್ರೀಡಾಂಗಣದಲ್ಲಿ ಹಮ್ಮಿಕೊಂಡಿದ್ದ ಜಿಲ್ಲಾ ಮಟ್ಟದ ಸರ್ಕಾರಿ ನೌಕರರ ಕ್ರೀಡಾ ಹಾಗೂ ಸಾಂಸ್ಕೃತಿಕ ಸ್ಪರ್ಧೆಗಳನ್ನು ಉದ್ಘಾಟಿಸಿ ಅವರು ಮಾತನಾಡಿದರು. ಸರ್ಕಾರಿ ನೌಕರರು ಮಾನಸಿಕ ಹಾಗೂ ದೈಹಿಕ ಸದೃಢತೆಗಾಗಿ ಕ್ರೀಡಾಕೂಟಗಳಲ್ಲಿ ಭಾಗವಹಿಸಬೇಕು. ಸರ್ಕಾರದ ಯೋಜನೆಗಳನ್ನು ಜನರಿಗೆ ತಲುಪಿಸುವಲ್ಲಿ ನೌಕರರ ಪಾತ್ರ ಮಹತ್ತರವಾದದ್ದು ಎಂದರು. ಈ ವರ್ಷದ ಬಜೆಟ್ ಅಧಿವೇಶನದಲ್ಲಿ ಹಾಗೂ ಮಾಜಿ ಶಾಸಕ ಜಿ. ಸೋಮಶೇಖರ ರೆಡ್ಡಿ ಸೇರಿದಂತೆ ಗಣ್ಯರು ಉಪಸ್ಥಿತರಿದ್ದರು. — [487, 1202, 637, 1326]
date-kannada: 18 ಫೆಬ್ರವರಿ 2026 — [834, 178, 906, 189]
dam-table — [11, 370, 157, 437]
pm-program-body-1: ಬಳ್ಳಾರಿ: ಜಿಲ್ಲಾ ಅಲ್ಪಸಂಖ್ಯಾತರ ಕಲ್ಯಾಣ ಇಲಾಖೆಯ ಪ್ರಧಾನಮಂತ್ರಿಗಳ ಹೊಸ 15 ಅಂಶಗಳ ಕಾರ್ಯಕ್ರಮದ ಅನುಷ್ಠಾನದ ಎಂದಿನ ಮತ್ತು ಮುಂದಿನ ತ್ರೈಮಾಸಿಕ ಪ್ರಗತಿ ಪರಿಶೀಲನಾ ಸಭೆಯನ್ನು ಜಿಲ್ಲಾಧಿಕಾರಿ ನಾಗೇಂದ್ರ — [620, 1064, 776, 1102]
pm-program-headline: ನಾಳೆ ಪ್ರಧಾನಮಂತ್ರಿಗಳ 15 ಅಂಶಗಳ ಕಾರ್ಯಕ್ರಮದ ಪ್ರಗತಿ ಪರಿಶೀಲನಾ ಸಭೆ — [636, 1000, 922, 1046]
dam-value: : 17-02-2026 — [84, 369, 133, 379]
ad-line: ನಮ್ಮಲ್ಲಿ ವಿವಿಧ — [77, 30, 111, 38]
telegram-label: "ಹೊಸಪೇಟೆ ಟೈಮ್ಸ್" ಬಳಗ — [250, 100, 324, 109]
email[interactable]: :hospettimes@gmail.com — [656, 203, 777, 213]
hampi-body-2: ಚಾಲನೆ ನೀಡಿದರು. ಈ ಸಂದರ್ಭದಲ್ಲಿ ಜಿಲ್ಲಾಧಿಕಾರಿ ಕವಿತಾ ಎಸ್.ಮನ್ನಿಕೇರಿ, ಹೊಸಪೇಟೆ ತಾಲೂಕಿನ ತಹಶೀಲ್ದಾರ್ ಮತ್ತು ಕನ್ನಡ ಮತ್ತು ಸಂಸ್ಕೃತಿ ಇಲಾಖೆಯ ಸಹಾಯಕ ನಿರ್ದೇಶಕ ಸಿದ್ದಲಿಂಗೇಶ ರಂಗಣ್ಣನವರ್, ಸೇರಿದಂತೆ ಹಲವರು ಉಪಸ್ಥಿತರಿದ್ದರು. — [168, 1436, 318, 1474]
lead-quote-box — [540, 511, 724, 681]
dam-label: ಇಂದಿನ ಒಳಹರಿವು — [13, 408, 57, 418]
left-ad[interactable] — [7, 6, 135, 166]
lead-quote-kicker: ವಿವಿಗೆ ಅನುದಾನ ಕೊರತೆ ಆತಂಕಾರಿ : — [544, 515, 720, 525]
ad-address: ವಿಳಾಸ:ರಿಂಗ್‌ರಸ್ತೆ, ಡಾ. ರಾಜಕುಮಾರ್ ಸರ್ಕಲ್ ಹತ್ತಿರ,ಹೊಸಪೇಟೆ — [13, 86, 109, 102]
dam-row — [11, 427, 157, 436]
editor-name: ಶ್ರೀಮತಿ ಕೆ.ಎಂ.ರೇಖಾ ಪ್ರಕಾಶ್ — [378, 182, 461, 192]
pension-caption: ಜಿಲ್ಲೆಯಲ್ಲಿ ಸುಸಜ್ಜಿತ ಸರ್ಕಾರಿ ನೌಕರರ ಭವನ ನಿರ್ಮಾಣ ಹಾಗೂ ಸರ್ಕಾರಿ ನೌಕರರ ಸಂಘದ ಬೇಡಿಕೆಗಳಿಗೆ ಸ್ಪಂದಿಸಲಾಗುವುದು ಎಂದು ಭರವಸೆ ನೀಡಿದರು. ಸರ್ಕಾರಿ ನೌಕರರು ಜನಸ್ನೇಹಿಯಾಗಿ ಕೆಲಸ ನಿರ್ವಹಿಸಿ, ಸರ್ಕಾರದ ಯೋಜನೆಗಳನ್ನು ತಳಮಟ್ಟಕ್ಕೆ ತಲುಪಿಸುವ ಕೆಲಸ ಮಾಡಬೇಕು ಎಂದರು. — [645, 1384, 789, 1432]
issue-number: 49 — [69, 188, 84, 199]
lead-kicker: ವಿವಿಗೆ ಅನುದಾನದ ಕೊರತೆ ಆತಂಕಕಾರಿ — [300, 236, 600, 253]
hiv-headline: ಹೆಚ್‌ಐವಿ ಪೀಡಿತರಿಗೆ ಬೆಂಬಲ ನೀಡೋಣ: ಗಿರೀಶ್ — [9, 708, 143, 732]
day-kannada: ಬುಧವಾರ — [855, 191, 885, 201]
hampi-photo-folk-artists — [168, 1226, 474, 1432]
dam-row — [11, 370, 157, 379]
dam-row — [11, 379, 157, 388]
pension-photo-sports-meet — [645, 1190, 937, 1380]
